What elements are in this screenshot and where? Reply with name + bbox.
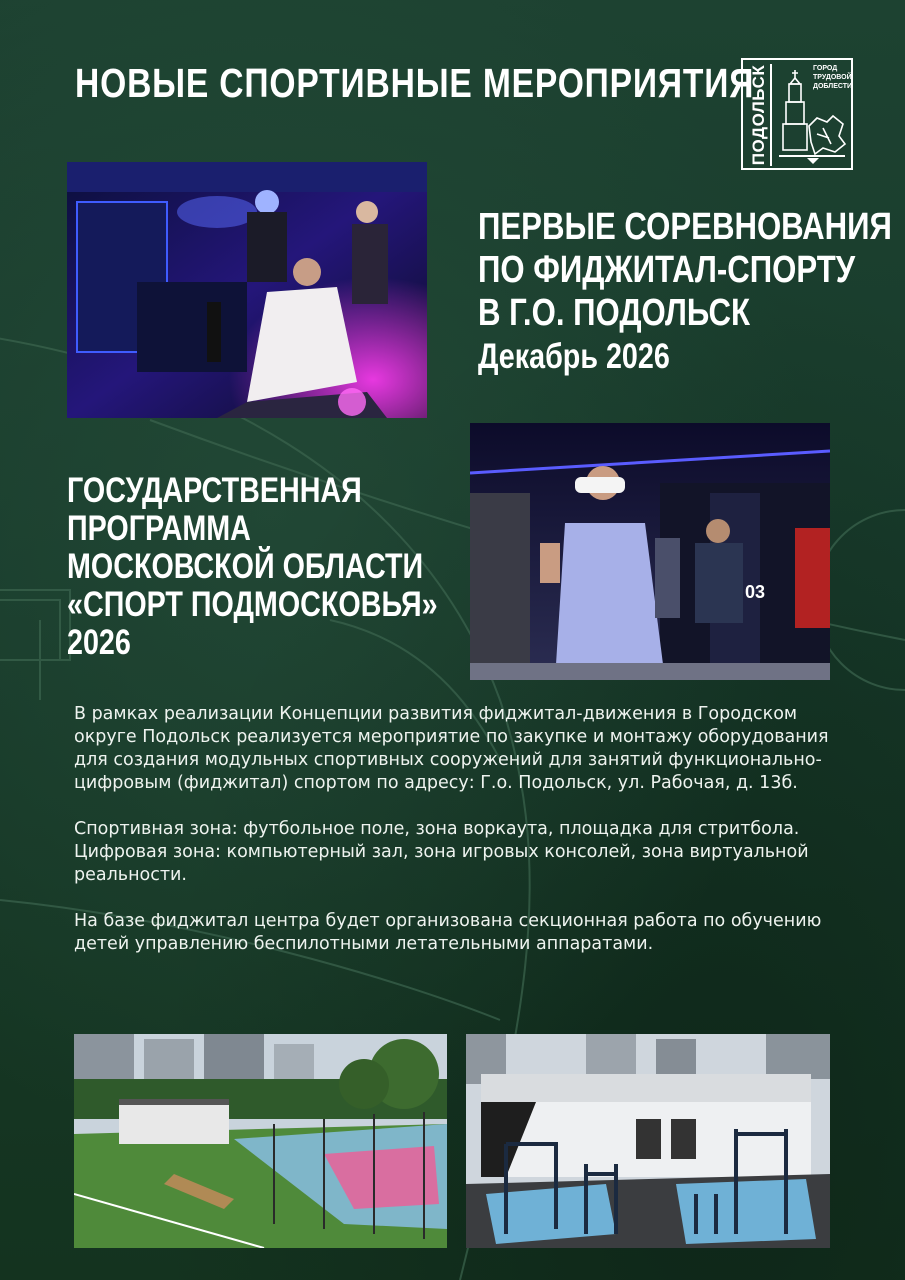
drone-training-text: На базе фиджитал центра будет организована секционная работа по обучению детей управлению беспилотными летательными аппаратами. [74,911,822,954]
program-heading [67,472,444,662]
page-title: НОВЫЕ СПОРТИВНЫЕ МЕРОПРИЯТИЯ [75,60,755,106]
locker-number: 03 [745,582,766,602]
podolsk-logo [741,58,853,170]
program-line: МОСКОВСКОЙ ОБЛАСТИ [67,547,424,586]
digital-zone-text: Цифровая зона: компьютерный зал, зона игровых консолей, зона виртуальной реальности. [74,842,809,885]
program-year: 2026 [67,623,131,662]
vr-photo [470,423,830,680]
event-date: Декабрь 2026 [478,337,670,376]
esports-photo [67,162,427,418]
program-line: ГОСУДАРСТВЕННАЯ [67,471,362,510]
event-announcement [478,206,892,378]
event-line: ПЕРВЫЕ СОРЕВНОВАНИЯ [478,206,892,248]
logo-vertical-box [746,64,772,166]
program-line: «СПОРТ ПОДМОСКОВЬЯ» [67,585,438,624]
description-paragraph: В рамках реализации Концепции развития фиджитал-движения в Городском округе Подольск реализуется мероприятие по закупке и монтажу оборудования для создания модульных спортивных сооружений для занятий функционально-цифровым (фиджитал) спортом по адресу: Г.о. Подольск, ул. Рабочая, д. 13б. [74,704,829,793]
sport-zone-text: Спортивная зона: футбольное поле, зона воркаута, площадка для стритбола. [74,819,800,839]
program-line: ПРОГРАММА [67,509,251,548]
sports-field-render [74,1034,447,1248]
description-text [74,703,834,979]
logo-tagline: ГОРОД ТРУДОВОЙ ДОБЛЕСТИ [813,65,853,90]
event-line: В Г.О. ПОДОЛЬСК [478,292,751,334]
workout-zone-render [466,1034,830,1248]
logo-city-name: ПОДОЛЬСК [749,64,768,166]
event-line: ПО ФИДЖИТАЛ-СПОРТУ [478,249,856,291]
